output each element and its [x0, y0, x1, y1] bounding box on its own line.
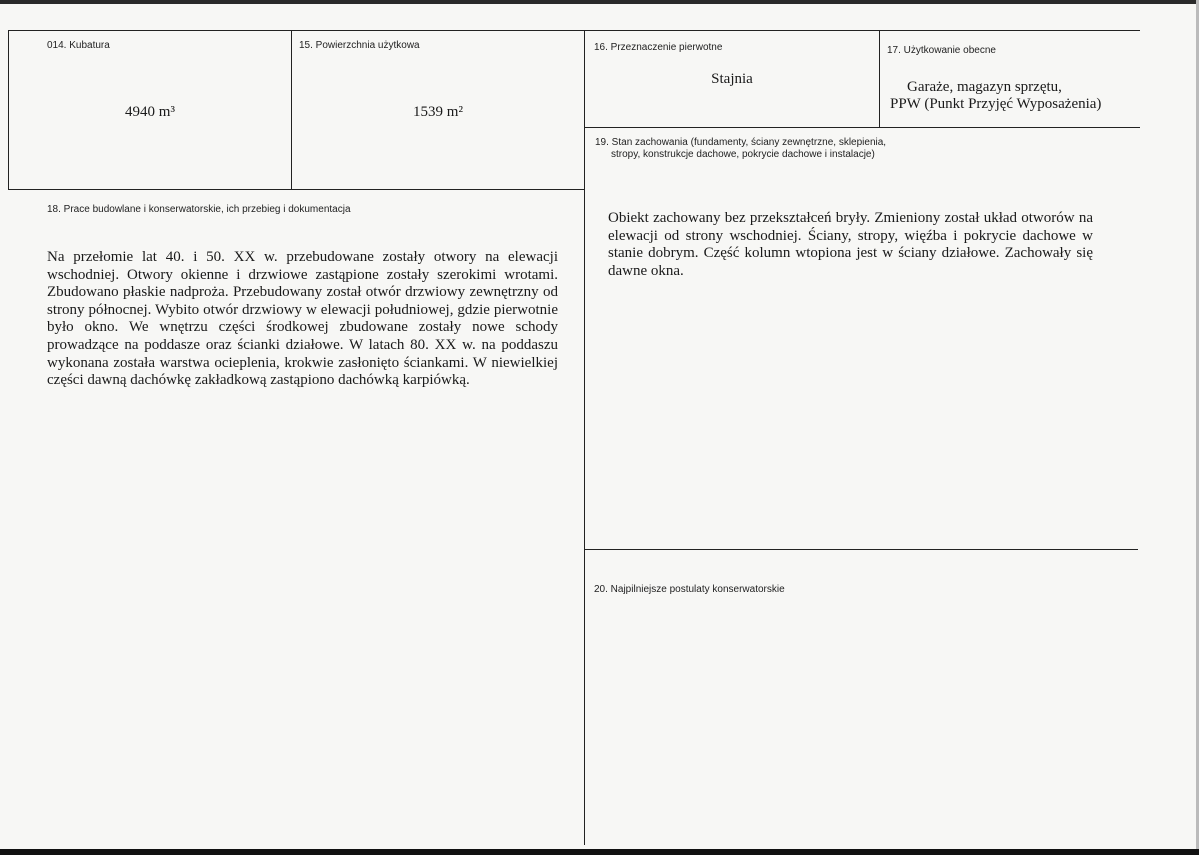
divider — [584, 127, 1140, 128]
field-17-label: 17. Użytkowanie obecne — [887, 45, 996, 56]
field-14-value: 4940 m³ — [125, 104, 175, 120]
scan-edge-bottom — [0, 849, 1199, 855]
field-15-value: 1539 m² — [413, 104, 463, 120]
field-16-label: 16. Przeznaczenie pierwotne — [594, 42, 723, 53]
field-19-label-line1: 19. Stan zachowania (fundamenty, ściany zewnętrzne, sklepienia, — [595, 137, 887, 148]
field-19-text: Obiekt zachowany bez przekształceń bryły. Zmieniony został układ otworów na elewacji od strony wschodniej. Ściany, stropy, więźba i pokrycie dachowe w stanie dobrym. Część kolumn wtopiona jest w ściany działowe. Zachowały się dawne okna. — [608, 210, 1093, 279]
field-16-value: Stajnia — [711, 71, 753, 87]
field-18-label: 18. Prace budowlane i konserwatorskie, ich przebieg i dokumentacja — [47, 204, 351, 215]
divider — [584, 549, 1138, 550]
field-19-label-line2: stropy, konstrukcje dachowe, pokrycie dachowe i instalacje) — [611, 149, 875, 160]
field-17-value-line2: PPW (Punkt Przyjęć Wyposażenia) — [890, 96, 1102, 112]
divider — [8, 189, 585, 190]
form-top-border — [8, 30, 1140, 31]
field-18-text: Na przełomie lat 40. i 50. XX w. przebudowane zostały otwory na elewacji wschodniej. Otwory okienne i drzwiowe zastąpione zostały szerokimi wrotami. Zbudowano płaskie nadproża. Przebudowany został otwór drzwiowy zewnętrzny od strony północnej. Wybito otwór drzwiowy w elewacji południowej, gdzie pierwotnie było okno. We wnętrzu części środkowej zbudowane zostały nowe schody prowadzące na poddasze oraz ścianki działowe. W latach 80. XX w. na poddaszu wykonana została warstwa ocieplenia, krokwie zasłonięto ściankami. W niewielkiej części dawną dachówkę zakładkową zastąpiono dachówką karpiówką. — [47, 249, 558, 389]
field-15-label: 15. Powierzchnia użytkowa — [299, 40, 420, 51]
scan-edge-top — [0, 0, 1199, 4]
field-20-label: 20. Najpilniejsze postulaty konserwatorskie — [594, 584, 785, 595]
center-divider — [584, 30, 585, 845]
field-17-value-line1: Garaże, magazyn sprzętu, — [907, 79, 1062, 95]
field-14-label: 014. Kubatura — [47, 40, 110, 51]
